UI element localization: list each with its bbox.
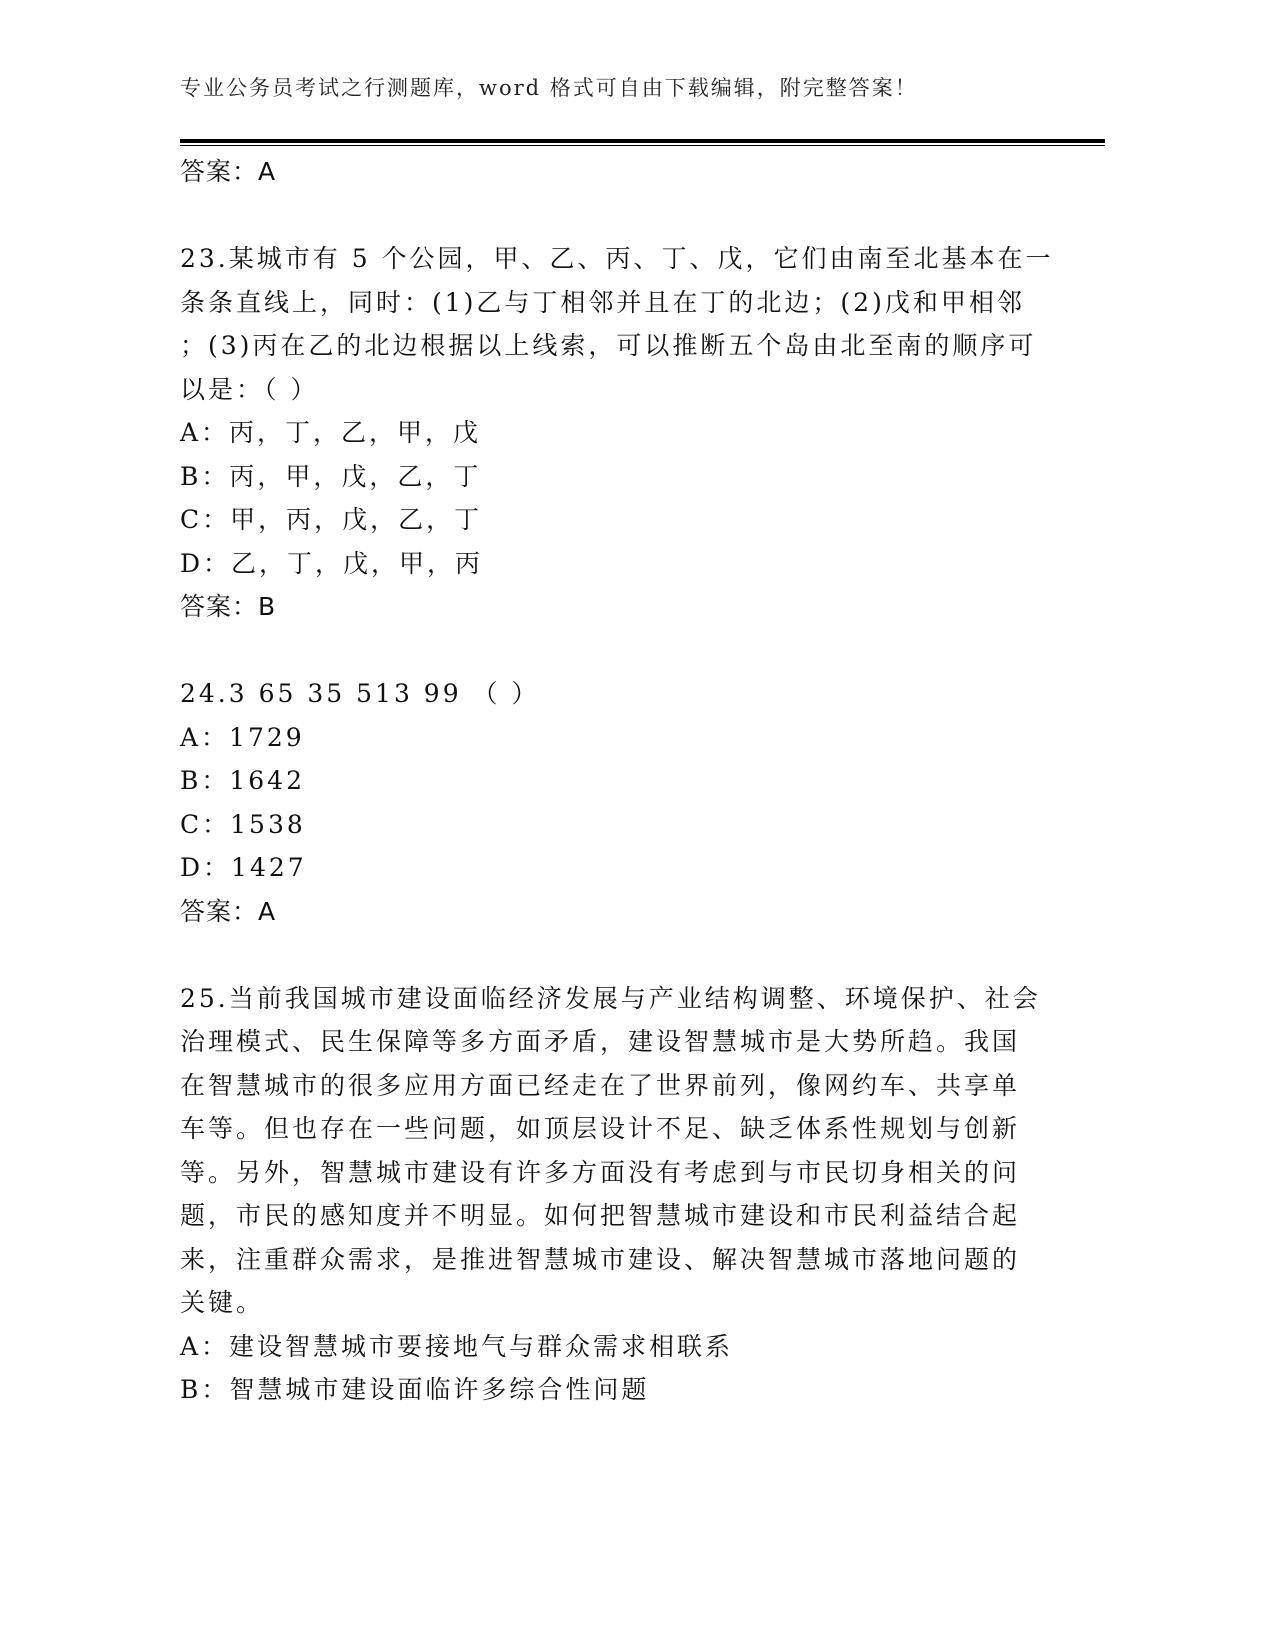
question-text: 23.某城市有 5 个公园，甲、乙、丙、丁、戊，它们由南至北基本在一: [180, 244, 1054, 273]
answer: 答案：A: [180, 896, 277, 926]
page-header: 专业公务员考试之行测题库，word 格式可自由下载编辑，附完整答案！: [180, 76, 918, 100]
question-text: 在智慧城市的很多应用方面已经走在了世界前列，像网约车、共享单: [180, 1070, 1021, 1100]
question-text: 以是：（ ）: [180, 374, 319, 404]
question-text: 25.当前我国城市建设面临经济发展与产业结构调整、环境保护、社会: [180, 983, 1041, 1013]
header-rule: [180, 139, 1105, 143]
answer: 答案：B: [180, 592, 277, 621]
option: A：1729: [180, 722, 305, 752]
document-body: [180, 150, 1054, 1412]
question-text: 等。另外，智慧城市建设有许多方面没有考虑到与市民切身相关的问: [180, 1157, 1021, 1187]
question-text: 车等。但也存在一些问题，如顶层设计不足、缺乏体系性规划与创新: [180, 1114, 1021, 1143]
option: C：甲，丙，戊，乙，丁: [180, 505, 483, 534]
answer: 答案：A: [180, 157, 277, 186]
question-text: 题，市民的感知度并不明显。如何把智慧城市建设和市民利益结合起: [180, 1201, 1021, 1230]
option: B：丙，甲，戊，乙，丁: [180, 461, 482, 491]
question-text: 条条直线上，同时：(1)乙与丁相邻并且在丁的北边；(2)戊和甲相邻: [180, 287, 1025, 317]
question-text: 来，注重群众需求，是推进智慧城市建设、解决智慧城市落地问题的: [180, 1244, 1021, 1274]
question-text: 24.3 65 35 513 99 （ ）: [180, 679, 540, 708]
question-text: ；(3)丙在乙的北边根据以上线索，可以推断五个岛由北至南的顺序可: [180, 331, 1037, 360]
question-25: [180, 977, 1040, 1412]
option: C：1538: [180, 809, 306, 839]
option: D：1427: [180, 853, 307, 882]
option: B：1642: [180, 766, 305, 795]
option: D：乙，丁，戊，甲，丙: [180, 548, 484, 578]
question-24: [180, 672, 1040, 933]
option: A：丙，丁，乙，甲，戊: [180, 418, 482, 447]
question-text: 关键。: [180, 1288, 265, 1317]
header-rule-thin: [180, 145, 1105, 146]
option: B：智慧城市建设面临许多综合性问题: [180, 1375, 650, 1404]
question-text: 治理模式、民生保障等多方面矛盾，建设智慧城市是大势所趋。我国: [180, 1027, 1021, 1056]
option: A：建设智慧城市要接地气与群众需求相联系: [180, 1331, 734, 1361]
question-23: [180, 237, 1054, 629]
